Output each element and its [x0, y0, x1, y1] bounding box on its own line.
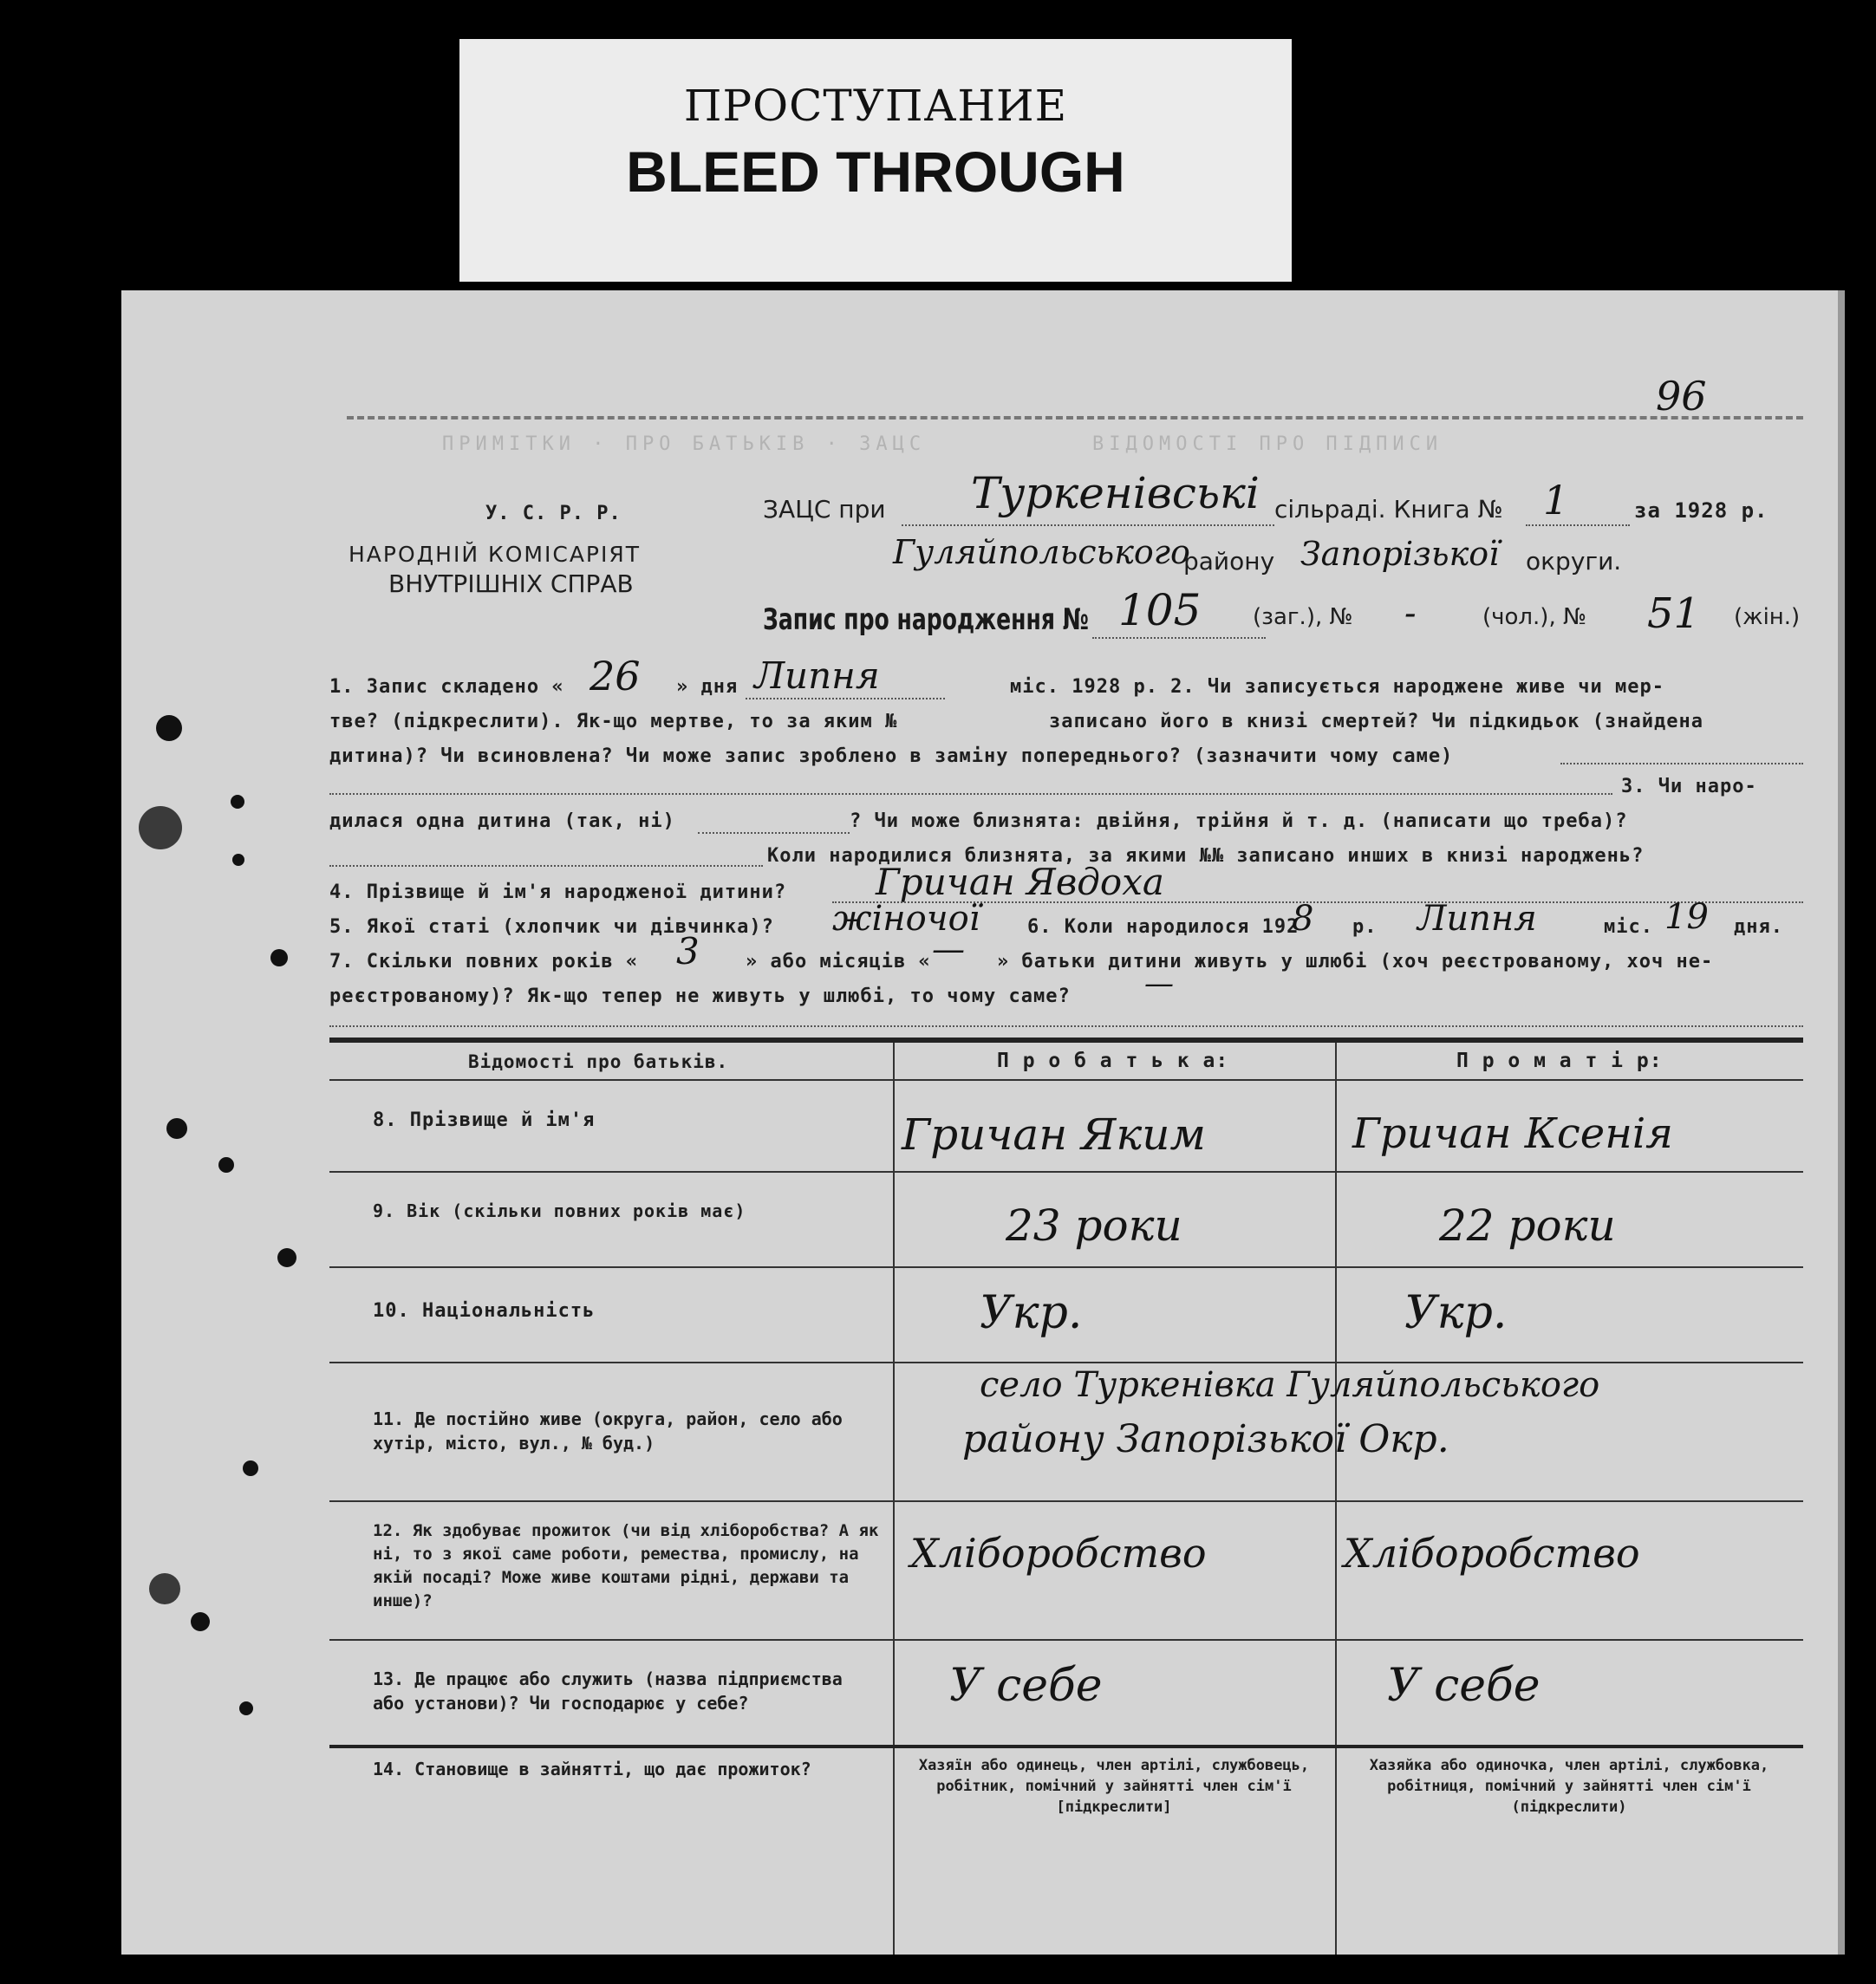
district-label: району — [1183, 547, 1275, 576]
month-rule — [746, 698, 945, 699]
q3-line: дилася одна дитина (так, ні) — [329, 810, 675, 832]
year-label: за 1928 р. — [1634, 498, 1769, 523]
district-handwritten: Гуляйпольського — [893, 533, 1190, 571]
table-top-rule — [329, 1038, 1803, 1043]
father-workplace-handwritten: У себе — [949, 1660, 1103, 1712]
q7-months-label: » або місяців « — [746, 951, 931, 972]
row10-question: 10. Національність — [373, 1300, 596, 1322]
row11-question: 11. Де постійно живе (округа, район, село або хутір, місто, вул., № буд.) — [373, 1408, 843, 1454]
punch-hole — [166, 1118, 187, 1139]
father-name-handwritten: Гричан Яким — [902, 1109, 1206, 1160]
commissariat-line1: НАРОДНІЙ КОМІСАРІЯТ — [348, 542, 642, 567]
village-handwritten: Туркенівські — [971, 468, 1260, 518]
label-russian: ПРОСТУПАНИЕ — [683, 81, 1068, 131]
q2-line2: тве? (підкреслити). Як-що мертве, то за яким № — [329, 711, 898, 732]
row12-rule — [329, 1639, 1803, 1641]
q7-blank-rule — [329, 1025, 1803, 1027]
row13-rule — [329, 1745, 1803, 1748]
q6-label: 6. Коли народилося 192 — [1027, 916, 1300, 938]
q7-answer-handwritten: — — [1144, 966, 1174, 1001]
female-number-label: (жін.) — [1734, 604, 1801, 630]
father-occupation-handwritten: Хліборобство — [910, 1530, 1207, 1577]
row10-rule — [329, 1362, 1803, 1363]
female-number-handwritten: 51 — [1647, 589, 1701, 638]
punch-hole — [239, 1701, 253, 1715]
punch-hole — [243, 1460, 258, 1476]
general-number-label: (заг.), № — [1253, 604, 1353, 630]
punch-hole — [149, 1573, 180, 1604]
zags-prefix: ЗАЦС при — [763, 495, 886, 524]
birth-record-sheet — [121, 290, 1845, 1955]
marriage-months-handwritten: — — [932, 930, 965, 968]
bleed-ghost-1: ПРИМІТКИ · ПРО БАТЬКІВ · ЗАЦС — [442, 433, 927, 455]
okruha-label: округи. — [1526, 547, 1622, 576]
top-rule — [347, 416, 1803, 420]
residence-line2-handwritten: району Запорізької Окр. — [962, 1417, 1449, 1461]
child-name-handwritten: Гричан Явдоха — [876, 861, 1164, 903]
punch-hole — [231, 795, 244, 809]
punch-hole — [277, 1248, 296, 1267]
mother-nationality-handwritten: Укр. — [1404, 1287, 1508, 1339]
mother-workplace-handwritten: У себе — [1387, 1660, 1541, 1712]
male-number-handwritten: - — [1404, 594, 1417, 634]
row9-question: 9. Вік (скільки повних років має) — [373, 1200, 746, 1221]
father-age-handwritten: 23 роки — [1006, 1200, 1182, 1251]
col-header-info: Відомості про батьків. — [468, 1051, 729, 1072]
punch-hole — [191, 1612, 210, 1631]
book-number-handwritten: 1 — [1543, 477, 1569, 524]
child-sex-handwritten: жіночої — [832, 899, 980, 939]
birth-year-handwritten: 8 — [1292, 899, 1314, 939]
q4-label: 4. Прізвище й ім'я народженої дитини? — [329, 881, 787, 903]
ussr-label: У. С. Р. Р. — [485, 503, 622, 524]
mother-occupation-handwritten: Хліборобство — [1344, 1530, 1640, 1577]
q6-year-suffix: р. — [1352, 916, 1378, 938]
punch-hole — [139, 806, 182, 849]
record-month-handwritten: Липня — [754, 654, 880, 697]
row8-question: 8. Прізвище й ім'я — [373, 1109, 596, 1131]
row13-question: 13. Де працює або служить (назва підприємства або установи)? Чи господарює у себе? — [373, 1669, 843, 1714]
q7-line1-end: » батьки дитини живуть у шлюбі (хоч реєстрованому, хоч не- — [997, 951, 1714, 972]
birth-day-handwritten: 19 — [1664, 897, 1709, 937]
commissariat-line2: ВНУТРІШНІХ СПРАВ — [388, 569, 634, 598]
page-number: 96 — [1656, 373, 1707, 420]
male-number-label: (чол.), № — [1482, 604, 1587, 630]
father-nationality-handwritten: Укр. — [980, 1287, 1083, 1339]
residence-line1-handwritten: село Туркенівка Гуляйпольського — [980, 1365, 1600, 1405]
record-title: Запис про народження № — [763, 602, 1089, 637]
marriage-years-handwritten: 3 — [676, 930, 700, 972]
village-rule — [902, 524, 1274, 526]
q2-line2b: записано його в книзі смертей? Чи підкидьок (знайдена — [1049, 711, 1703, 732]
punch-hole — [156, 715, 182, 741]
mother-position-options: Хазяйка або одиночка, член артілі, службовка, робітниця, помічний у зайнятті член сім'ї (підкреслити) — [1369, 1757, 1769, 1816]
label-english: BLEED THROUGH — [626, 140, 1125, 204]
q2-rule — [1560, 763, 1803, 764]
okruha-handwritten: Запорізької — [1300, 535, 1500, 573]
q3-twins: ? Чи може близнята: двійня, трійня й т. д. (написати що треба)? — [850, 810, 1628, 832]
record-day-handwritten: 26 — [590, 653, 641, 699]
q1-start: 1. Запис складено « — [329, 676, 564, 698]
q2-blank-rule — [329, 793, 1612, 795]
q3-twins-line2: Коли народилися близнята, за якими №№ записано инших в книзі народжень? — [767, 845, 1645, 867]
book-rule — [1526, 524, 1630, 526]
table-header-rule — [329, 1079, 1803, 1081]
row9-rule — [329, 1266, 1803, 1268]
table-col-divider-1 — [893, 1043, 895, 1955]
row11-rule — [329, 1500, 1803, 1502]
birth-month-handwritten: Липня — [1417, 899, 1537, 939]
q6-day-label: дня. — [1734, 916, 1783, 938]
col-header-father: П р о б а т ь к а: — [997, 1050, 1229, 1072]
row12-question: 12. Як здобуває прожиток (чи від хліборобства? А як ні, то з якої саме роботи, ремества, промислу, на якій посаді? Може живе коштами рідні, держави та инше)? — [373, 1521, 879, 1610]
council-book-label: сільраді. Книга № — [1274, 495, 1503, 524]
father-position-options: Хазяїн або одинець, член артілі, службовець, робітник, помічний у зайнятті член сім'ї [підкреслити] — [918, 1757, 1310, 1816]
row8-rule — [329, 1171, 1803, 1173]
mother-age-handwritten: 22 роки — [1439, 1200, 1616, 1251]
bleed-ghost-2: ВІДОМОСТІ ПРО ПІДПИСИ — [1092, 433, 1443, 455]
q1-day-label: » дня — [676, 676, 739, 698]
punch-hole — [270, 949, 288, 966]
q1-q2-line: міс. 1928 р. 2. Чи записується народжене живе чи мер- — [1010, 676, 1664, 698]
q3-start: 3. Чи наро- — [1621, 776, 1757, 797]
col-header-mother: П р о м а т і р: — [1456, 1050, 1663, 1072]
punch-hole — [232, 854, 244, 866]
bleed-through-label-card — [459, 39, 1292, 282]
record-number-rule — [1092, 637, 1266, 639]
q3-blank-rule — [329, 865, 763, 867]
q3-rule — [698, 832, 850, 834]
row14-question: 14. Становище в зайнятті, що дає прожиток? — [373, 1759, 811, 1779]
record-number-handwritten: 105 — [1118, 585, 1202, 635]
punch-hole — [218, 1157, 234, 1173]
q5-label: 5. Якої статі (хлопчик чи дівчинка)? — [329, 916, 774, 938]
q7-start: 7. Скільки повних років « — [329, 951, 639, 972]
q7-line2: реєстрованому)? Як-що тепер не живуть у шлюбі, то чому саме? — [329, 985, 1071, 1007]
table-col-divider-2 — [1335, 1043, 1337, 1955]
q6-month-label: міс. — [1604, 916, 1653, 938]
mother-name-handwritten: Гричан Ксенія — [1352, 1109, 1673, 1158]
q2-line3: дитина)? Чи всиновлена? Чи може запис зроблено в заміну попереднього? (зазначити чому саме) — [329, 745, 1454, 767]
